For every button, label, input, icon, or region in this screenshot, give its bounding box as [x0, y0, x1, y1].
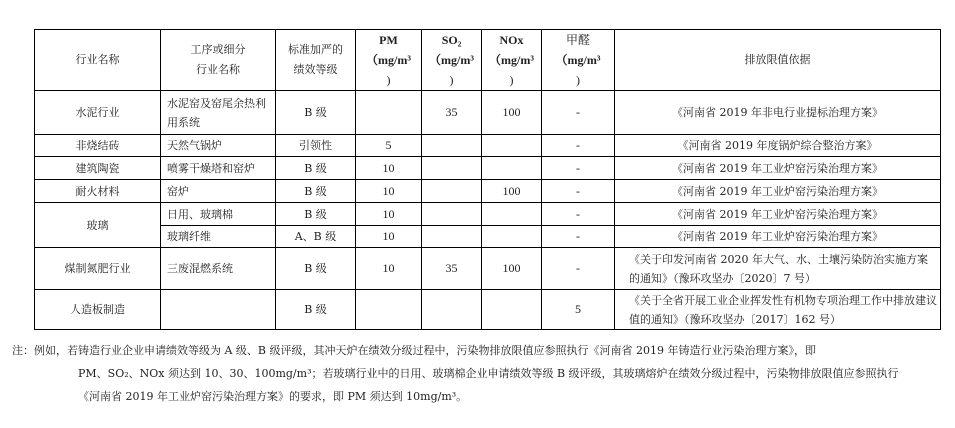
cell-process: 日用、玻璃棉	[161, 203, 276, 226]
cell-basis: 《关于印发河南省 2020 年大气、水、土壤污染防治实施方案的通知》（豫环攻坚办〔2020〕7 号）	[615, 248, 941, 290]
table-row	[35, 203, 941, 226]
cell-so2	[422, 226, 482, 248]
cell-industry: 水泥行业	[35, 91, 161, 135]
footnote-line-2: PM、SO₂、NOx 须达到 10、30、100mg/m³；若玻璃行业中的日用、玻璃棉企业申请绩效等级 B 级评级，其玻璃熔炉在绩效分级过程中，污染物排放限值应参照执行	[78, 367, 899, 380]
cell-level: B 级	[276, 203, 356, 226]
cell-basis: 《关于全省开展工业企业挥发性有机物专项治理工作中排放建议值的通知》（豫环攻坚办〔2017〕162 号）	[615, 290, 941, 330]
header-hcho: 甲醛 （mg/m³ )	[542, 30, 615, 91]
cell-level: A、B 级	[276, 226, 356, 248]
cell-basis: 《河南省 2019 年工业炉窑污染治理方案》	[615, 226, 941, 248]
cell-so2	[422, 290, 482, 330]
cell-process	[161, 290, 276, 330]
cell-basis: 《河南省 2019 年非电行业提标治理方案》	[615, 91, 941, 135]
cell-industry: 耐火材料	[35, 180, 161, 203]
header-pm: PM （mg/m³ )	[356, 30, 422, 91]
cell-hcho: -	[542, 226, 615, 248]
cell-pm: 5	[356, 135, 422, 157]
cell-level: B 级	[276, 91, 356, 135]
cell-so2	[422, 157, 482, 180]
cell-so2	[422, 203, 482, 226]
header-row	[35, 30, 941, 91]
cell-hcho: 5	[542, 290, 615, 330]
cell-so2: 35	[422, 248, 482, 290]
cell-nox	[482, 226, 542, 248]
cell-nox	[482, 135, 542, 157]
footnote-line-1: 注：例如，若铸造行业企业申请绩效等级为 A 级、B 级评级，其冲天炉在绩效分级过程中，污染物排放限值应参照执行《河南省 2019 年铸造行业污染治理方案》，即	[12, 344, 816, 357]
table-row	[35, 135, 941, 157]
cell-process: 水泥窑及窑尾余热利用系统	[161, 91, 276, 135]
cell-pm: 10	[356, 157, 422, 180]
cell-pm: 10	[356, 203, 422, 226]
cell-hcho: -	[542, 248, 615, 290]
cell-process: 玻璃纤维	[161, 226, 276, 248]
cell-level: B 级	[276, 157, 356, 180]
cell-basis: 《河南省 2019 年工业炉窑污染治理方案》	[615, 203, 941, 226]
cell-process: 三废混燃系统	[161, 248, 276, 290]
cell-hcho: -	[542, 135, 615, 157]
cell-nox: 100	[482, 180, 542, 203]
cell-basis: 《河南省 2019 年工业炉窑污染治理方案》	[615, 180, 941, 203]
header-basis: 排放限值依据	[615, 30, 941, 91]
cell-pm: 10	[356, 180, 422, 203]
cell-industry: 人造板制造	[35, 290, 161, 330]
table-row	[35, 157, 941, 180]
table-row	[35, 248, 941, 290]
table-row	[35, 226, 941, 248]
header-nox: NOx （mg/m³ )	[482, 30, 542, 91]
cell-basis: 《河南省 2019 年度锅炉综合整治方案》	[615, 135, 941, 157]
cell-level: B 级	[276, 290, 356, 330]
cell-process: 天然气锅炉	[161, 135, 276, 157]
cell-industry: 非烧结砖	[35, 135, 161, 157]
cell-hcho: -	[542, 203, 615, 226]
cell-pm	[356, 91, 422, 135]
cell-pm: 10	[356, 248, 422, 290]
cell-nox: 100	[482, 91, 542, 135]
cell-nox: 100	[482, 248, 542, 290]
cell-level: B 级	[276, 180, 356, 203]
cell-industry: 建筑陶瓷	[35, 157, 161, 180]
header-so2: SO₂ （mg/m³ )	[422, 30, 482, 91]
header-process: 工序或细分 行业名称	[161, 30, 276, 91]
cell-hcho: -	[542, 91, 615, 135]
cell-nox	[482, 203, 542, 226]
cell-level: 引领性	[276, 135, 356, 157]
cell-so2	[422, 180, 482, 203]
cell-basis: 《河南省 2019 年工业炉窑污染治理方案》	[615, 157, 941, 180]
cell-hcho: -	[542, 157, 615, 180]
table-row	[35, 290, 941, 330]
cell-so2: 35	[422, 91, 482, 135]
cell-process: 窑炉	[161, 180, 276, 203]
emission-limits-table	[34, 29, 941, 330]
header-level: 标准加严的 绩效等级	[276, 30, 356, 91]
cell-industry: 煤制氮肥行业	[35, 248, 161, 290]
cell-hcho: -	[542, 180, 615, 203]
cell-so2	[422, 135, 482, 157]
cell-process: 喷雾干燥塔和窑炉	[161, 157, 276, 180]
cell-pm: 10	[356, 226, 422, 248]
cell-nox	[482, 290, 542, 330]
cell-industry: 玻璃	[35, 203, 161, 248]
cell-level: B 级	[276, 248, 356, 290]
footnote-line-3: 《河南省 2019 年工业炉窑污染治理方案》的要求，即 PM 须达到 10mg/m³。	[78, 390, 468, 403]
header-industry: 行业名称	[35, 30, 161, 91]
table-row	[35, 91, 941, 135]
cell-pm	[356, 290, 422, 330]
table-row	[35, 180, 941, 203]
cell-nox	[482, 157, 542, 180]
